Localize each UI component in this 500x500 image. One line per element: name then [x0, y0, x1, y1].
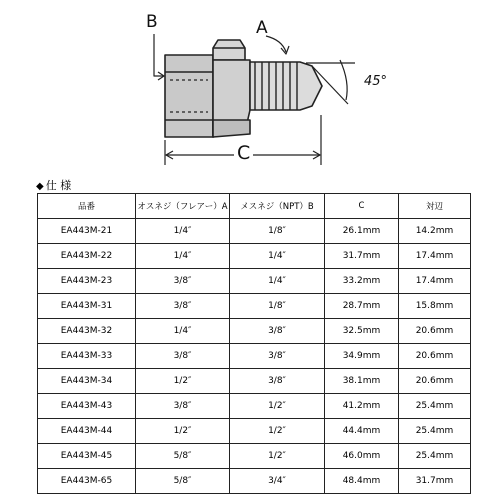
cell-part-number: EA443M-33 [38, 344, 136, 369]
cell-hex-size: 17.4mm [399, 269, 471, 294]
cell-male-thread: 3/8″ [136, 344, 230, 369]
cell-part-number: EA443M-32 [38, 319, 136, 344]
label-b: B [146, 12, 158, 32]
cell-part-number: EA443M-23 [38, 269, 136, 294]
spec-section-title [36, 179, 71, 194]
flare-nut [213, 40, 245, 60]
label-a: A [256, 18, 268, 38]
cell-male-thread: 3/8″ [136, 269, 230, 294]
cell-male-thread: 5/8″ [136, 469, 230, 494]
table-row [38, 369, 471, 394]
cell-female-thread: 1/4″ [230, 244, 325, 269]
cell-hex-size: 14.2mm [399, 219, 471, 244]
table-row [38, 244, 471, 269]
cell-part-number: EA443M-65 [38, 469, 136, 494]
header-length-c: C [325, 194, 399, 219]
header-male-thread-a: オスネジ（フレアー）A [136, 194, 230, 219]
cell-hex-size: 25.4mm [399, 419, 471, 444]
cell-length: 44.4mm [325, 419, 399, 444]
cell-female-thread: 3/4″ [230, 469, 325, 494]
cell-length: 41.2mm [325, 394, 399, 419]
spec-title: 仕 様 [45, 179, 72, 192]
cell-female-thread: 1/2″ [230, 444, 325, 469]
cell-hex-size: 20.6mm [399, 344, 471, 369]
table-row [38, 319, 471, 344]
male-thread [250, 62, 322, 110]
cell-male-thread: 1/4″ [136, 244, 230, 269]
cell-length: 38.1mm [325, 369, 399, 394]
cell-hex-size: 20.6mm [399, 369, 471, 394]
spec-table [37, 193, 471, 494]
header-hex-size: 対辺 [399, 194, 471, 219]
cell-female-thread: 3/8″ [230, 319, 325, 344]
table-row [38, 469, 471, 494]
cell-length: 31.7mm [325, 244, 399, 269]
table-row [38, 344, 471, 369]
cell-female-thread: 1/8″ [230, 294, 325, 319]
table-header-row [38, 194, 471, 219]
cell-male-thread: 3/8″ [136, 394, 230, 419]
cell-part-number: EA443M-34 [38, 369, 136, 394]
cell-female-thread: 1/8″ [230, 219, 325, 244]
cell-male-thread: 3/8″ [136, 294, 230, 319]
cell-part-number: EA443M-44 [38, 419, 136, 444]
table-row [38, 219, 471, 244]
cell-length: 46.0mm [325, 444, 399, 469]
cell-hex-size: 20.6mm [399, 319, 471, 344]
cell-female-thread: 3/8″ [230, 369, 325, 394]
cell-male-thread: 1/2″ [136, 369, 230, 394]
table-row [38, 419, 471, 444]
table-row [38, 269, 471, 294]
cell-part-number: EA443M-45 [38, 444, 136, 469]
cell-hex-size: 25.4mm [399, 444, 471, 469]
cell-female-thread: 1/4″ [230, 269, 325, 294]
angle-arc [340, 60, 347, 100]
cell-length: 34.9mm [325, 344, 399, 369]
diamond-bullet-icon: ◆ [36, 181, 44, 192]
cell-hex-size: 17.4mm [399, 244, 471, 269]
cell-hex-size: 15.8mm [399, 294, 471, 319]
cell-male-thread: 1/2″ [136, 419, 230, 444]
table-row [38, 394, 471, 419]
table-row [38, 294, 471, 319]
cell-female-thread: 1/2″ [230, 394, 325, 419]
cell-part-number: EA443M-31 [38, 294, 136, 319]
cell-female-thread: 3/8″ [230, 344, 325, 369]
cell-length: 32.5mm [325, 319, 399, 344]
header-female-thread-b: メスネジ（NPT）B [230, 194, 325, 219]
cell-male-thread: 1/4″ [136, 319, 230, 344]
label-c: C [234, 144, 253, 163]
cell-length: 33.2mm [325, 269, 399, 294]
cell-length: 26.1mm [325, 219, 399, 244]
cell-part-number: EA443M-22 [38, 244, 136, 269]
cell-length: 48.4mm [325, 469, 399, 494]
cell-hex-size: 31.7mm [399, 469, 471, 494]
cell-male-thread: 5/8″ [136, 444, 230, 469]
cell-part-number: EA443M-21 [38, 219, 136, 244]
hex-body [165, 55, 213, 137]
angle-label: 45° [364, 74, 388, 89]
table-row [38, 444, 471, 469]
fitting-drawing [0, 0, 500, 180]
cell-male-thread: 1/4″ [136, 219, 230, 244]
cell-hex-size: 25.4mm [399, 394, 471, 419]
cell-female-thread: 1/2″ [230, 419, 325, 444]
cell-part-number: EA443M-43 [38, 394, 136, 419]
header-part-number: 品番 [38, 194, 136, 219]
cell-length: 28.7mm [325, 294, 399, 319]
